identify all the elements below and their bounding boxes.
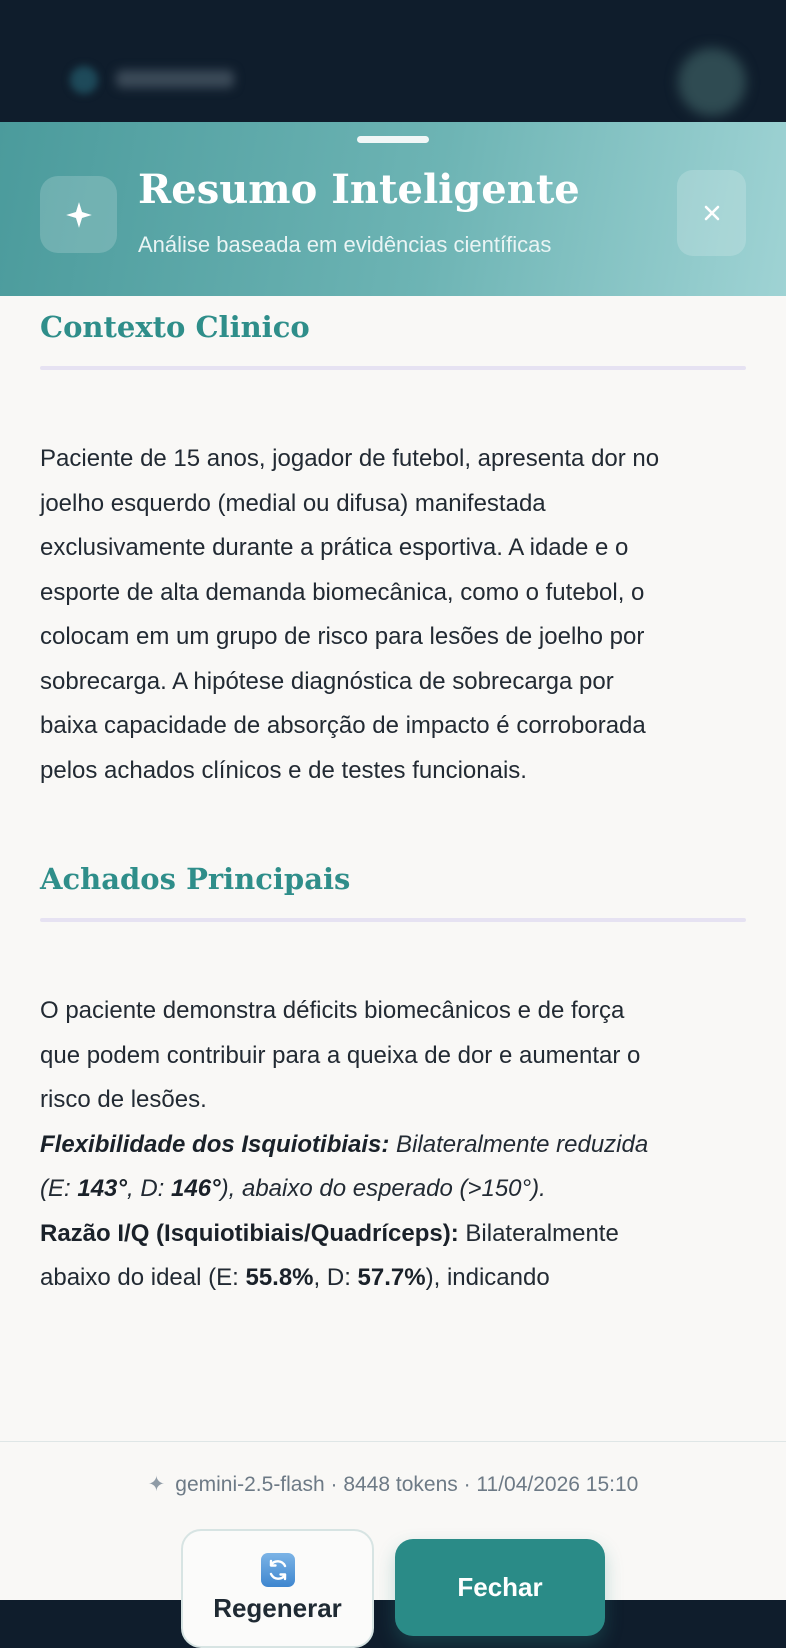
regenerate-button[interactable] bbox=[181, 1529, 374, 1648]
section-paragraph-achados bbox=[40, 989, 750, 1301]
finding-text: , D: bbox=[313, 1264, 358, 1291]
finding-text: ), indicando bbox=[425, 1264, 550, 1291]
close-icon bbox=[703, 204, 721, 222]
flex-finding-line-1 bbox=[40, 1123, 750, 1168]
finding-text: abaixo do ideal (E: bbox=[40, 1264, 246, 1291]
ratio-finding-line-1 bbox=[40, 1212, 750, 1257]
paragraph-line: joelho esquerdo (medial ou difusa) manifestada bbox=[40, 489, 546, 517]
sheet-title: Resumo Inteligente bbox=[138, 166, 580, 213]
finding-value-right: 146° bbox=[171, 1175, 221, 1202]
paragraph-line: que podem contribuir para a queixa de dor e aumentar o bbox=[40, 1041, 641, 1069]
paragraph-line: pelos achados clínicos e de testes funcionais. bbox=[40, 756, 527, 784]
generation-meta bbox=[0, 1472, 786, 1497]
section-title-achados: Achados Principais bbox=[40, 862, 351, 896]
meta-text: gemini-2.5-flash · 8448 tokens · 11/04/2026 15:10 bbox=[175, 1473, 639, 1496]
section-divider bbox=[40, 918, 746, 922]
paragraph-line: baixa capacidade de absorção de impacto é corroborada bbox=[40, 712, 646, 739]
finding-label: Razão I/Q (Isquiotibiais/Quadríceps): bbox=[40, 1219, 459, 1247]
background-avatar bbox=[678, 48, 746, 116]
sparkle-icon: ✦ bbox=[147, 1473, 166, 1496]
finding-text: Bilateralmente reduzida bbox=[389, 1130, 649, 1158]
summary-bottom-sheet bbox=[0, 122, 786, 1623]
finding-text: Bilateralmente bbox=[458, 1219, 619, 1247]
finding-value-left: 55.8% bbox=[245, 1264, 314, 1291]
close-button[interactable] bbox=[677, 170, 746, 256]
section-divider bbox=[40, 366, 746, 370]
sheet-subtitle: Análise baseada em evidências científicas bbox=[138, 232, 552, 257]
finding-text: , D: bbox=[126, 1175, 171, 1202]
sheet-footer bbox=[0, 1441, 786, 1623]
refresh-icon bbox=[261, 1553, 295, 1587]
finding-text: (E: bbox=[40, 1175, 78, 1202]
paragraph-line: exclusivamente durante a prática esportiva. A idade e o bbox=[40, 534, 629, 561]
paragraph-line: colocam em um grupo de risco para lesões de joelho por bbox=[40, 623, 645, 650]
finding-value-right: 57.7% bbox=[357, 1264, 426, 1291]
paragraph-line: risco de lesões. bbox=[40, 1086, 207, 1113]
ratio-finding-line-2 bbox=[40, 1256, 750, 1301]
sparkle-icon bbox=[40, 176, 117, 253]
flex-finding-line-2 bbox=[40, 1167, 750, 1212]
section-title-contexto: Contexto Clinico bbox=[40, 310, 310, 344]
finding-value-left: 143° bbox=[77, 1175, 127, 1202]
paragraph-line: esporte de alta demanda biomecânica, como o futebol, o bbox=[40, 578, 645, 606]
paragraph-line: O paciente demonstra déficits biomecânicos e de força bbox=[40, 997, 625, 1024]
finding-text: ), abaixo do esperado (>150°). bbox=[220, 1175, 546, 1202]
paragraph-line: sobrecarga. A hipótese diagnóstica de sobrecarga por bbox=[40, 667, 614, 695]
summary-content[interactable] bbox=[0, 296, 786, 1441]
paragraph-line: Paciente de 15 anos, jogador de futebol, apresenta dor no bbox=[40, 445, 660, 472]
drag-handle[interactable] bbox=[357, 136, 429, 143]
background-logo bbox=[70, 66, 98, 94]
section-paragraph-contexto bbox=[40, 437, 750, 793]
sheet-header bbox=[0, 122, 786, 296]
background-title bbox=[116, 70, 234, 88]
fechar-button[interactable]: Fechar bbox=[395, 1539, 605, 1636]
finding-label: Flexibilidade dos Isquiotibiais: bbox=[40, 1130, 390, 1158]
regenerate-label: Regenerar bbox=[213, 1593, 342, 1623]
